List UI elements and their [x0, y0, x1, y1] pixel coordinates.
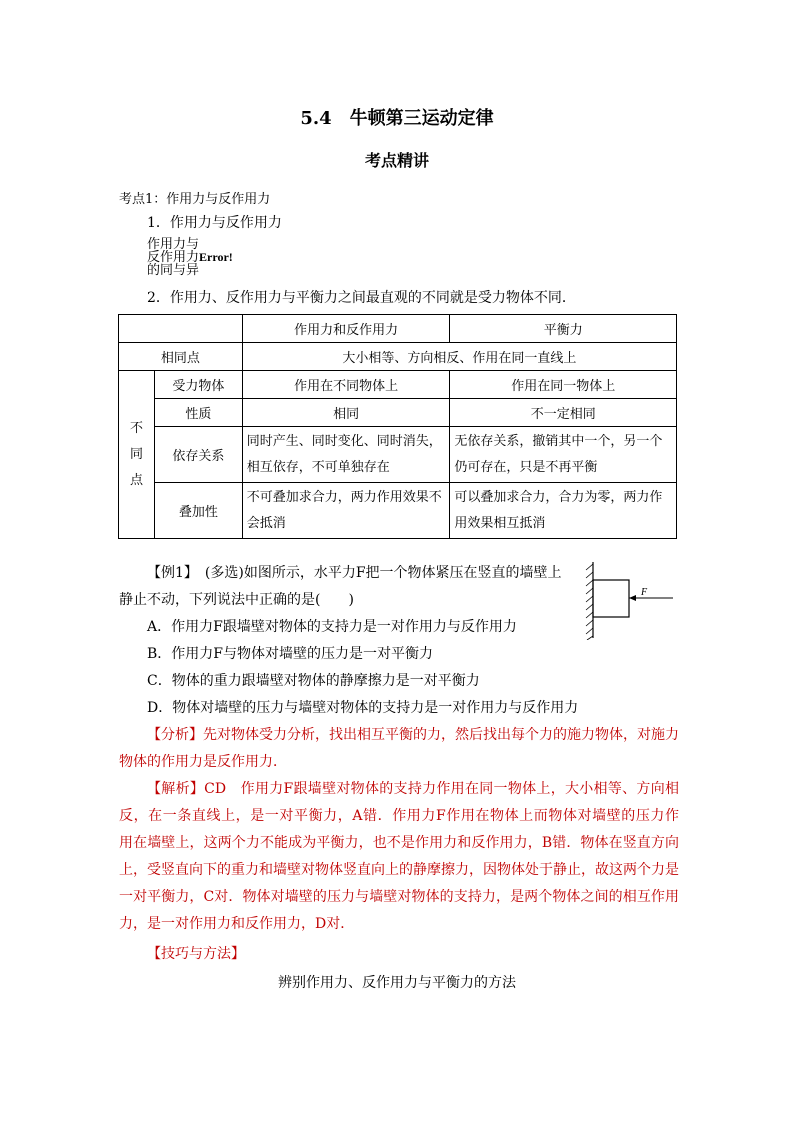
- analysis-line-1: 【分析】先对物体受力分析，找出相互平衡的力，然后找出每个力的施力物体，对施力: [147, 727, 679, 743]
- method-tag: 【技巧与方法】: [147, 946, 245, 962]
- cell-balance: 不一定相同: [450, 399, 677, 427]
- option-d: D．物体对墙壁的压力与墙壁对物体的支持力是一对作用力与反作用力: [147, 700, 579, 716]
- row-label: 叠加性: [154, 483, 242, 539]
- section-subtitle: 考点精讲: [364, 151, 429, 170]
- example-tag: 【例1】: [147, 565, 191, 581]
- comparison-table: [118, 314, 677, 539]
- solution-line: 力，是一对作用力和反作用力，D对．: [119, 916, 355, 932]
- same-label: 相同点: [119, 343, 243, 371]
- same-text: 大小相等、方向相反、作用在同一直线上: [242, 343, 676, 371]
- table-row: [119, 315, 677, 343]
- cell-interact: 作用在不同物体上: [242, 371, 450, 399]
- cell-interact: 不可叠加求合力，两力作用效果不会抵消: [242, 483, 450, 539]
- table-row: [119, 371, 677, 399]
- cell-balance: 无依存关系，撤销其中一个，另一个仍可存在，只是不再平衡: [450, 427, 677, 483]
- example-question-line-1: [147, 562, 562, 582]
- diff-label: 不 同 点: [119, 371, 155, 539]
- cell-interact: 同时产生、同时变化、同时消失，相互依存，不可单独存在: [242, 427, 450, 483]
- option-a: A．作用力F跟墙壁对物体的支持力是一对作用力与反作用力: [147, 619, 517, 635]
- header-balance: 平衡力: [450, 315, 677, 343]
- solution-line: 用在墙壁上，这两个力不能成为平衡力，也不是作用力和反作用力，B错．物体在竖直方向: [119, 835, 679, 851]
- solution-line: 【解析】CD 作用力F跟墙壁对物体的支持力作用在同一物体上，大小相等、方向相: [147, 781, 679, 797]
- arrow-head: [629, 595, 636, 601]
- error-text: Error!: [199, 250, 233, 264]
- example-q1: (多选)如图所示，水平力F把一个物体紧压在竖直的墙壁上: [190, 565, 562, 581]
- heading-2: 2．作用力、反作用力与平衡力之间最直观的不同就是受力物体不同．: [147, 290, 576, 306]
- row-label: 受力物体: [154, 371, 242, 399]
- row-label: 依存关系: [154, 427, 242, 483]
- option-c: C．物体的重力跟墙壁对物体的静摩擦力是一对平衡力: [147, 673, 480, 689]
- solution-line: 一对平衡力，C对．物体对墙壁的压力与墙壁对物体的支持力，是两个物体之间的相互作用: [119, 889, 679, 905]
- wall-force-figure: [583, 560, 678, 640]
- example-question-line-2: 静止不动，下列说法中正确的是( ): [119, 592, 354, 608]
- option-b: B．作用力F与物体对墙壁的压力是一对平衡力: [147, 646, 434, 662]
- cell-balance: 作用在同一物体上: [450, 371, 677, 399]
- wall-hatching: [586, 564, 593, 640]
- analysis-line-2: 物体的作用力是反作用力．: [119, 754, 287, 770]
- solution-line: 上，受竖直向下的重力和墙壁对物体竖直向上的静摩擦力，因物体处于静止，故这两个力是: [119, 862, 679, 878]
- block: [593, 580, 629, 617]
- method-title: 辨别作用力、反作用力与平衡力的方法: [278, 975, 516, 991]
- force-label: F: [641, 587, 648, 598]
- cell-interact: 相同: [242, 399, 450, 427]
- row-label: 性质: [154, 399, 242, 427]
- stack-line-3: 的同与异: [147, 263, 200, 278]
- heading-1: 1．作用力与反作用力: [147, 215, 282, 231]
- table-row: [119, 483, 677, 539]
- table-row: [119, 427, 677, 483]
- table-corner: [119, 315, 243, 343]
- cell-balance: 可以叠加求合力，合力为零，两力作用效果相互抵消: [450, 483, 677, 539]
- header-interact: 作用力和反作用力: [242, 315, 450, 343]
- page-title: 5.4 牛顿第三运动定律: [300, 108, 494, 129]
- table-row: [119, 343, 677, 371]
- stack-line-1: 作用力与: [147, 237, 200, 252]
- stack-line-2-text: 反作用力: [147, 250, 200, 265]
- table-row: [119, 399, 677, 427]
- kaodian-heading: 考点1：作用力与反作用力: [119, 192, 271, 207]
- solution-line: 反，在一条直线上，是一对平衡力，A错．作用力F作用在物体上而物体对墙壁的压力作: [119, 808, 679, 824]
